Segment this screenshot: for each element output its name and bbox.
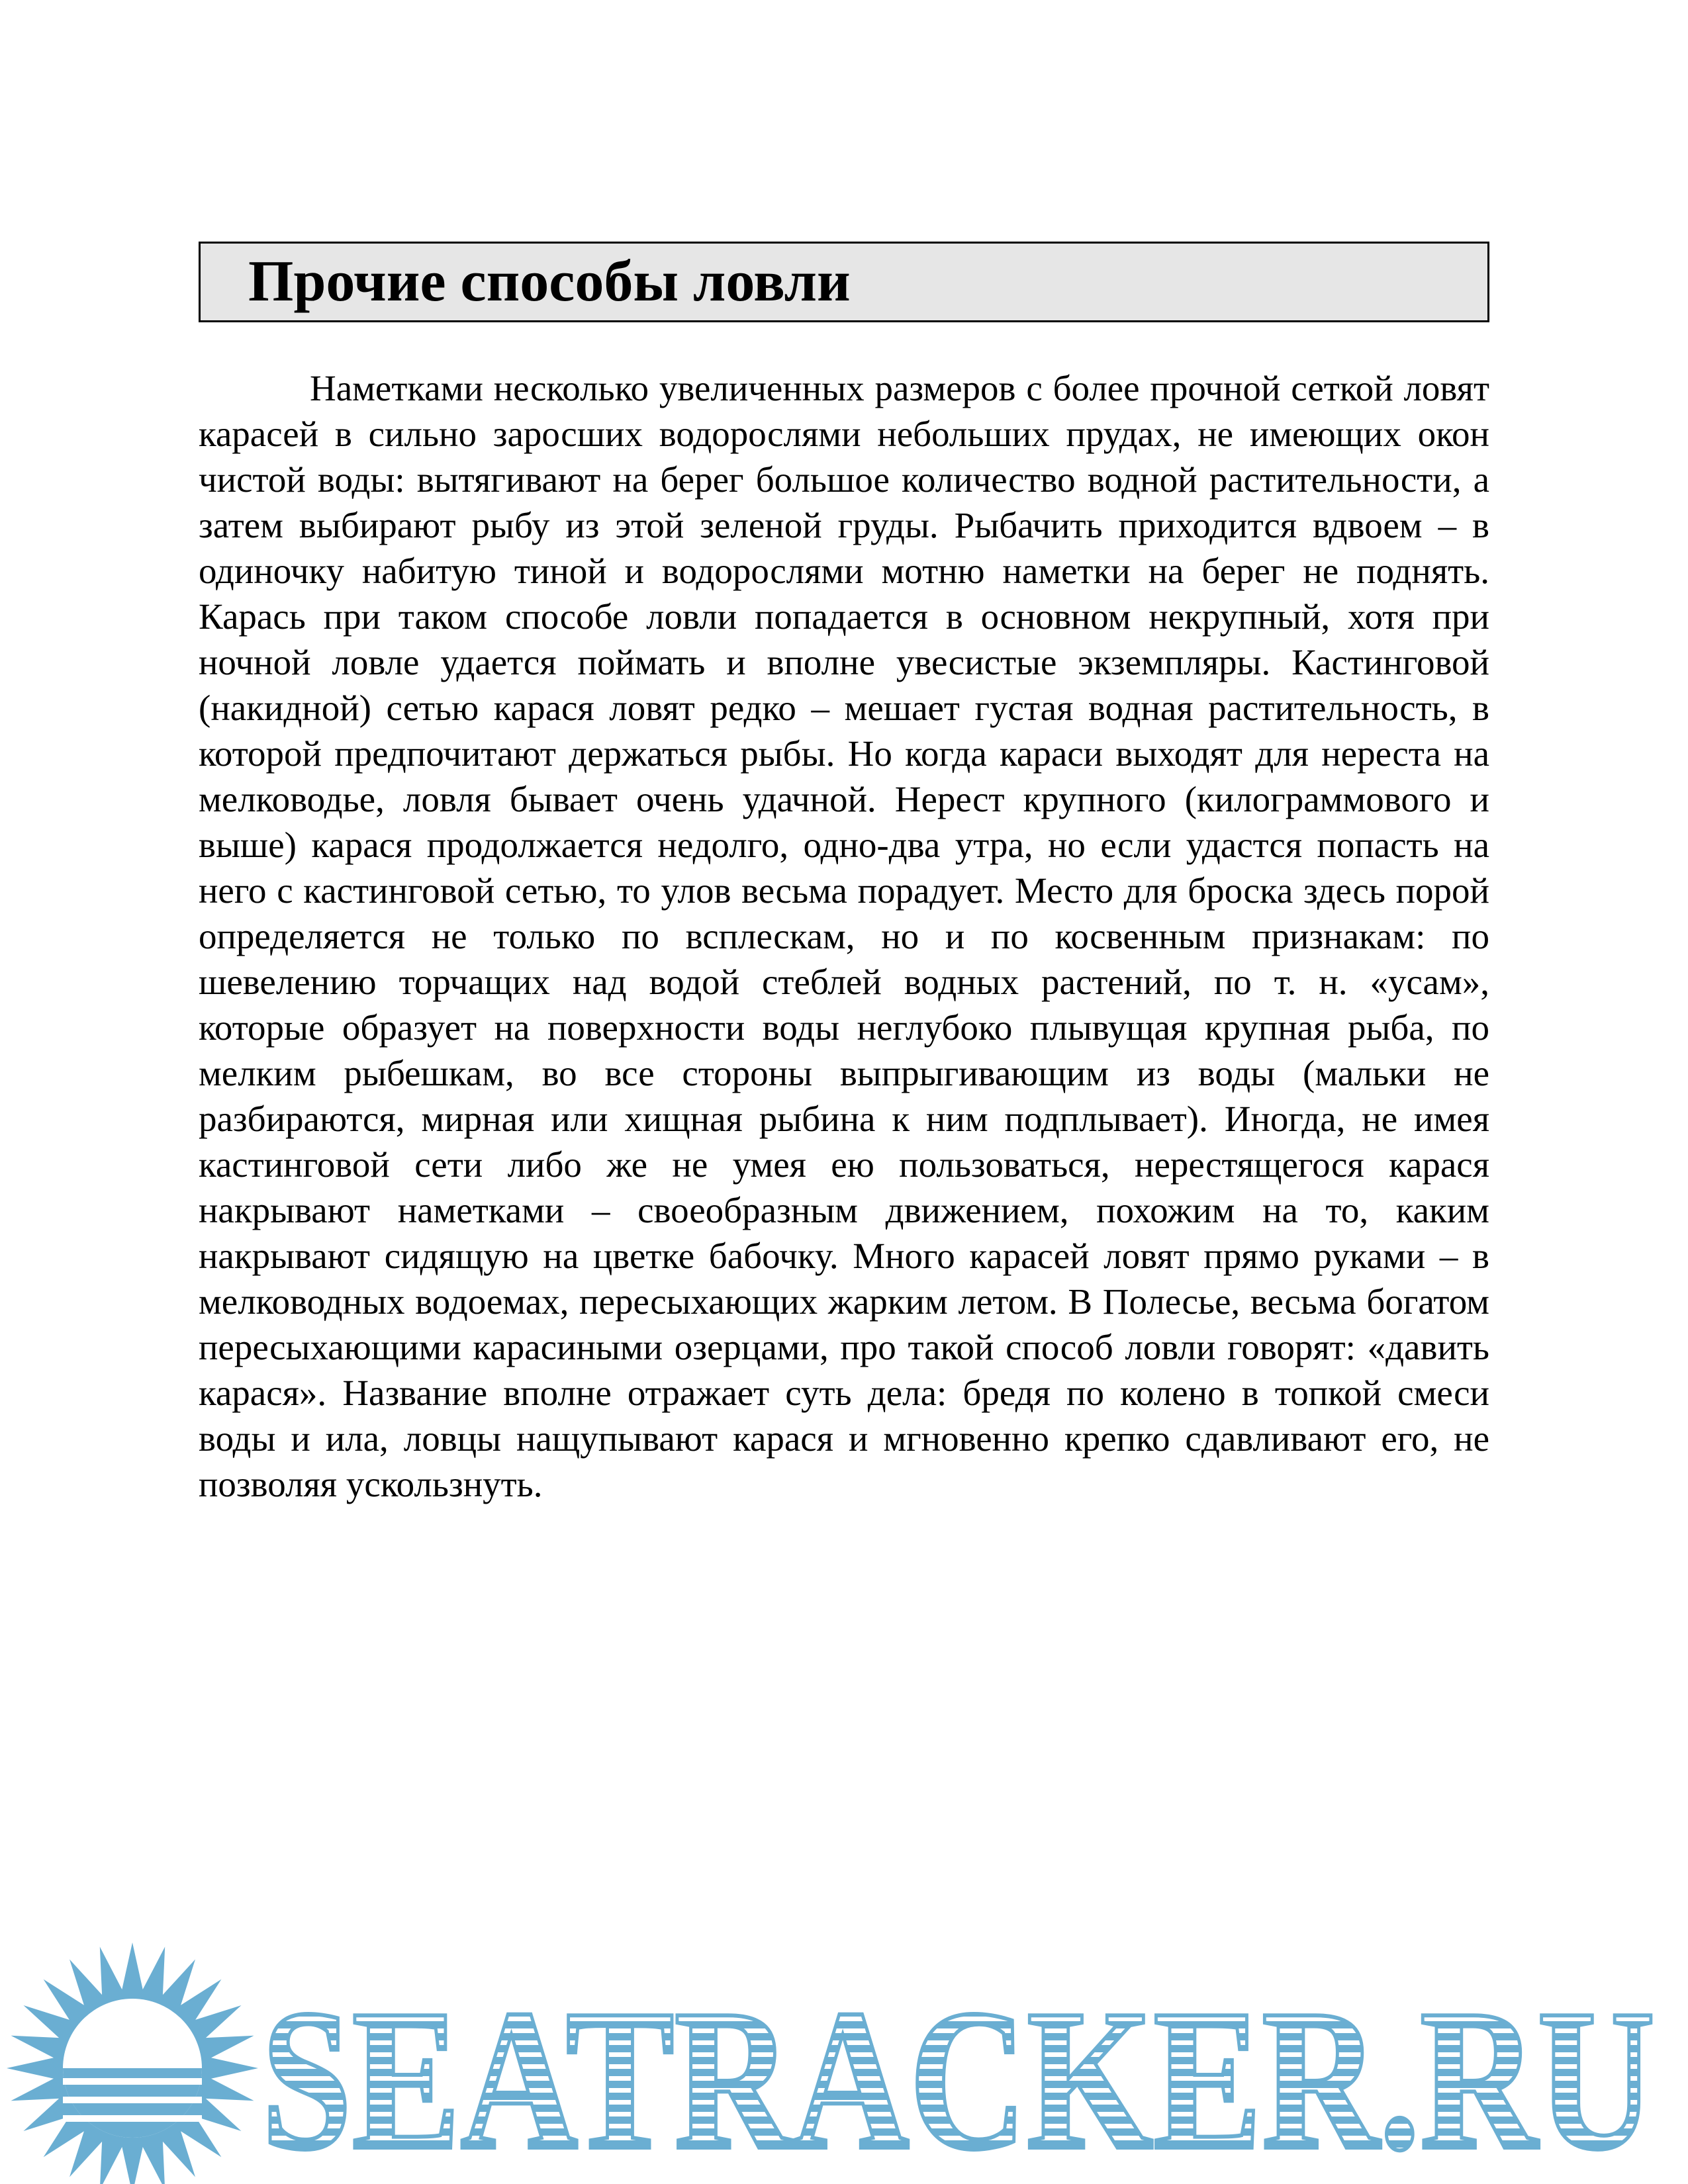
watermark-text: SEATRACKER.RU — [261, 1968, 1655, 2184]
section-title: Прочие способы ловли — [248, 250, 851, 314]
sun-icon — [7, 1942, 258, 2184]
section-title-box — [199, 242, 1489, 322]
article-body: Наметками несколько увеличенных размеров с более прочной сеткой ловят карасей в сильно заросших водорослями небольших прудах, не имеющих окон чистой воды: вытягивают на берег большое количество водной растительности, а затем выбирают рыбу из этой зеленой груды. Рыбачить приходится вдвоем – в одиночку набитую тиной и водорослями мотню наметки на берег не поднять. Карась при таком способе ловли попадается в основном некрупный, хотя при ночной ловле удается поймать и вполне увесистые экземпляры. Кастинговой (накидной) сетью карася ловят редко – мешает густая водная растительность, в которой предпочитают держаться рыбы. Но когда караси выходят для нереста на мелководье, ловля бывает очень удачной. Нерест крупного (килограммового и выше) карася продолжается недолго, одно-два утра, но если удастся попасть на него с кастинговой сетью, то улов весьма порадует. Место для броска здесь порой определяется не только по всплескам, но и по косвенным признакам: по шевелению торчащих над водой стеблей водных растений, по т. н. «усам», которые образует на поверхности воды неглубоко плывущая крупная рыба, по мелким рыбешкам, во все стороны выпрыгивающим из воды (мальки не разбираются, мирная или хищная рыбина к ним подплывает). Иногда, не имея кастинговой сети либо же не умея ею пользоваться, нерестящегося карася накрывают наметками – своеобразным движением, похожим на то, каким накрывают сидящую на цветке бабочку. Много карасей ловят прямо руками – в мелководных водоемах, пересыхающих жарким летом. В Полесье, весьма богатом пересыхающими карасиными озерцами, про такой способ ловли говорят: «давить карася». Название вполне отражает суть дела: бредя по колено в топкой смеси воды и ила, ловцы нащупывают карася и мгновенно крепко сдавливают его, не позволяя ускользнуть. — [199, 368, 1489, 1504]
seatracker-watermark — [0, 1926, 1688, 2184]
